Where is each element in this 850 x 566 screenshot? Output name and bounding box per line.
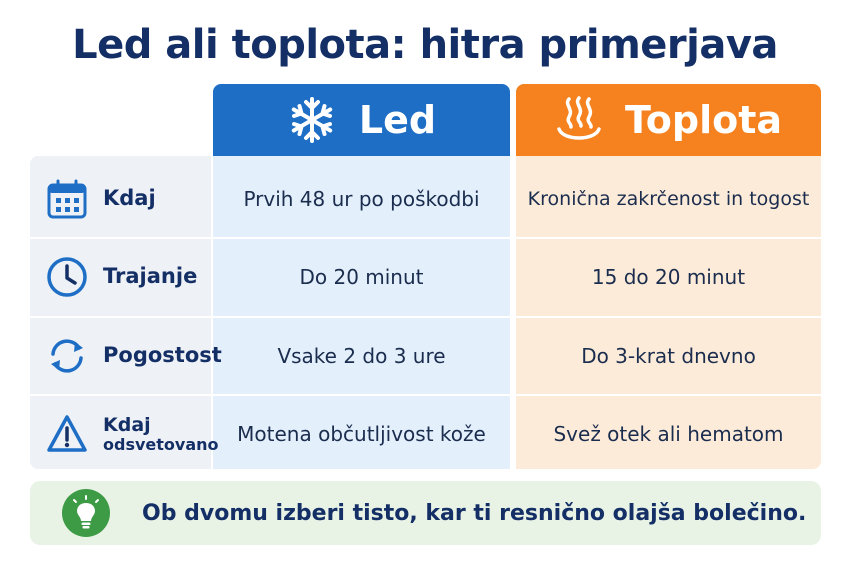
row-label-text: Kdaj: [103, 186, 156, 211]
row-label: [30, 239, 211, 315]
column-header-toplota-label: Toplota: [624, 98, 783, 142]
table-row: [30, 239, 821, 315]
column-header-led-label: Led: [358, 98, 437, 142]
heat-icon: [555, 95, 603, 145]
calendar-icon: [45, 177, 89, 221]
tip-text: Ob dvomu izberi tisto, kar ti resnično olajša bolečino.: [142, 500, 807, 526]
toplota-cell: 15 do 20 minut: [591, 265, 746, 289]
table-row: [30, 318, 821, 394]
row-label-text: Trajanje: [103, 264, 198, 289]
row-label-text: Pogostost: [103, 343, 222, 368]
row-label-line1: Kdaj: [103, 413, 151, 436]
toplota-cell: Svež otek ali hematom: [553, 422, 784, 446]
led-cell: Vsake 2 do 3 ure: [277, 344, 446, 368]
table-row: [30, 161, 821, 237]
warning-icon: [45, 412, 89, 456]
row-label: [30, 318, 222, 394]
column-header-toplota: [516, 84, 821, 156]
row-label-text: [103, 415, 219, 453]
snowflake-icon: [287, 95, 337, 145]
column-header-led: [213, 84, 510, 156]
refresh-icon: [45, 334, 89, 378]
clock-icon: [45, 255, 89, 299]
row-label-line2: odsvetovano: [103, 434, 219, 454]
toplota-cell: Do 3-krat dnevno: [581, 344, 756, 368]
row-label: [30, 396, 219, 472]
toplota-cell: Kronična zakrčenost in togost: [527, 188, 810, 210]
led-cell: Do 20 minut: [299, 265, 424, 289]
lightbulb-icon: [62, 489, 110, 537]
led-cell: Prvih 48 ur po poškodbi: [243, 187, 480, 211]
table-row: [30, 396, 821, 472]
tip-banner: [30, 481, 821, 545]
page-title: Led ali toplota: hitra primerjava: [72, 22, 778, 68]
row-label: [30, 161, 211, 237]
led-cell: Motena občutljivost kože: [237, 422, 486, 446]
